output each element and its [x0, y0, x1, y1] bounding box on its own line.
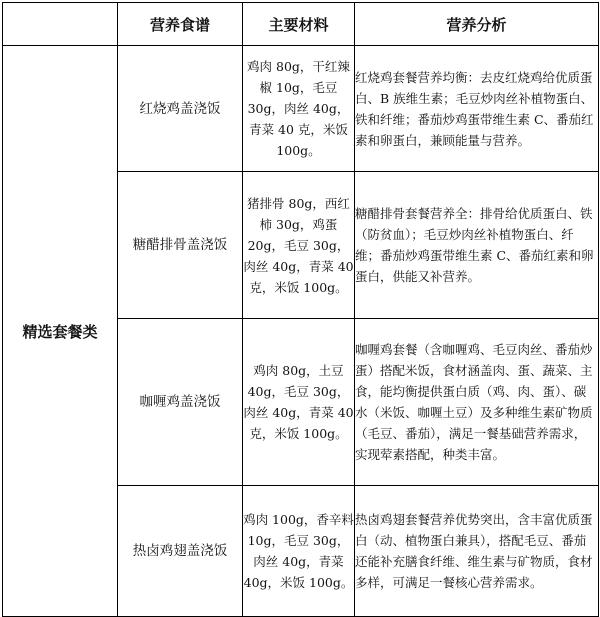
header-recipe: 营养食谱	[118, 3, 243, 46]
analysis-cell: 咖喱鸡套餐（含咖喱鸡、毛豆肉丝、番茄炒蛋）搭配米饭，食材涵盖肉、蛋、蔬菜、主食，能均衡提供蛋白质（鸡、肉、蛋）、碳水（米饭、咖喱土豆）及多种维生素矿物质（毛豆、番茄），满足一餐基础营养需求，实现荤素搭配，种类丰富。	[355, 319, 599, 486]
analysis-cell: 红烧鸡套餐营养均衡：去皮红烧鸡给优质蛋白、B 族维生素；毛豆炒肉丝补植物蛋白、铁和纤维；番茄炒鸡蛋带维生素 C、番茄红素和卵蛋白，兼顾能量与营养。	[355, 46, 599, 172]
materials-cell: 鸡肉 100g，香辛料 10g，毛豆 30g，肉丝 40g，青菜 40g，米饭 100g。	[243, 486, 355, 617]
header-materials: 主要材料	[243, 3, 355, 46]
materials-cell: 猪排骨 80g，西红柿 30g，鸡蛋 20g，毛豆 30g，肉丝 40g，青菜 40 克，米饭 100g。	[243, 172, 355, 319]
recipe-name: 热卤鸡翅盖浇饭	[118, 486, 243, 617]
analysis-cell: 糖醋排骨套餐营养全：排骨给优质蛋白、铁（防贫血）；毛豆炒肉丝补植物蛋白、纤维；番茄炒鸡蛋带维生素 C、番茄红素和卵蛋白，供能又补营养。	[355, 172, 599, 319]
recipe-name: 糖醋排骨盖浇饭	[118, 172, 243, 319]
corner-cell	[3, 3, 118, 46]
recipe-name: 咖喱鸡盖浇饭	[118, 319, 243, 486]
menu-table	[2, 2, 599, 617]
header-row	[3, 3, 599, 46]
table-row	[3, 46, 599, 172]
recipe-name: 红烧鸡盖浇饭	[118, 46, 243, 172]
materials-cell: 鸡肉 80g，土豆 40g，毛豆 30g，肉丝 40g，青菜 40 克，米饭 100g。	[243, 319, 355, 486]
analysis-cell: 热卤鸡翅套餐营养优势突出，含丰富优质蛋白（动、植物蛋白兼具），搭配毛豆、番茄还能补充膳食纤维、维生素与矿物质，食材多样，可满足一餐核心营养需求。	[355, 486, 599, 617]
header-analysis: 营养分析	[355, 3, 599, 46]
materials-cell: 鸡肉 80g，干红辣椒 10g，毛豆 30g，肉丝 40g，青菜 40 克，米饭 100g。	[243, 46, 355, 172]
category-cell: 精选套餐类	[3, 46, 118, 617]
